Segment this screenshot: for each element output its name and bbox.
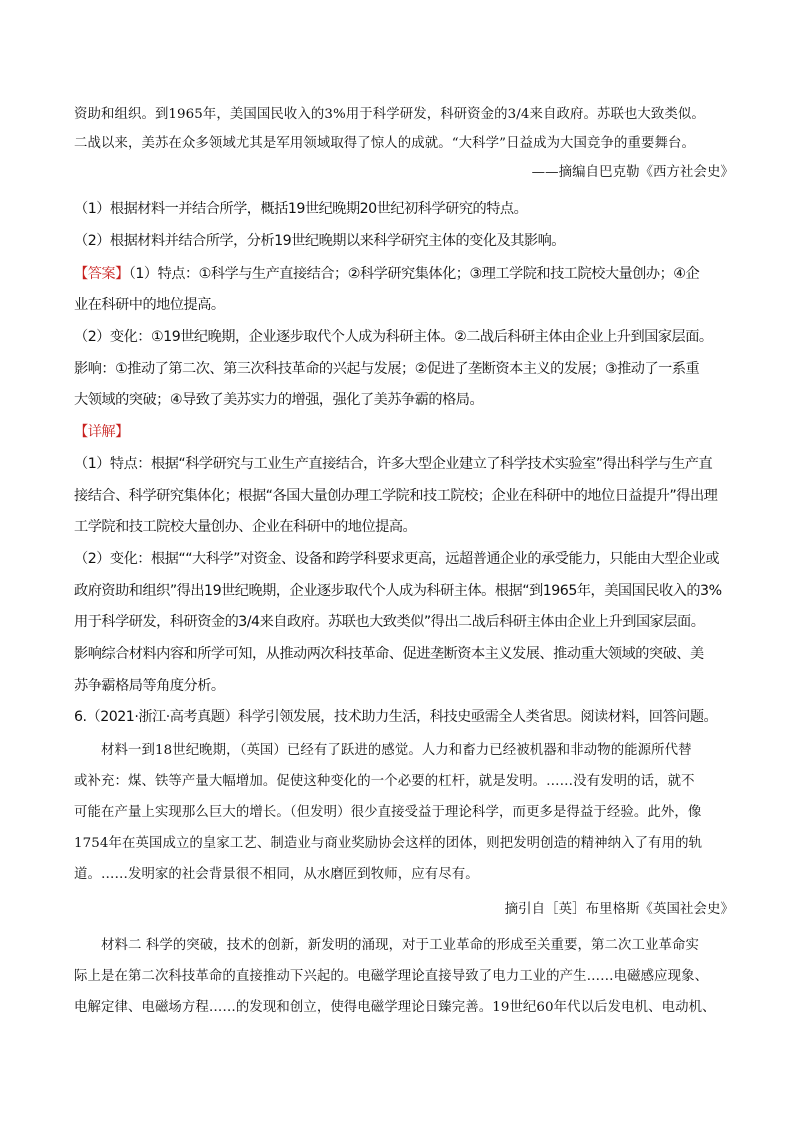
answer-line [74,263,734,283]
question-1: （1）根据材料一并结合所学，概括19世纪晚期20世纪初科学研究的特点。 [74,201,528,217]
answer-label: 【答案】 [74,266,129,282]
explanation-text-line: 政府资助和组织”得出19世纪晚期，企业逐步取代个人成为科研主体。根据“到1965年，美国国民收入的3% [74,583,722,599]
explanation-text-line: 用于科学研发，科研资金的3/4来自政府。苏联也大致类似”得出二战后科研主体由企业上升到国家层面。 [74,614,705,630]
material-1-line: 或补充：煤、铁等产量大幅增加。促使这种变化的一个必要的杠杆，就是发明。……没有发明的话，就不 [74,774,695,789]
material-1-line: 可能在产量上实现那么巨大的增长。（但发明）很少直接受益于理论科学，而更多是得益于经验。此外，像 [74,805,702,820]
answer-text-line: 业在科研中的地位提高。 [74,297,225,313]
material-2-line: 际上是在第二次科技革命的直接推动下兴起的。电磁学理论直接导致了电力工业的产生……电磁感应现象、 [74,969,709,984]
material-1-line: 1754年在英国成立的皇家工艺、制造业与商业奖励协会这样的团体，则把发明创造的精神纳入了有用的轨 [74,836,703,851]
explanation-text-line: 工学院和技工院校大量创办、企业在科研中的地位提高。 [74,519,417,535]
question-6-heading: 6.（2021·浙江·高考真题）科学引领发展，技术助力生活，科技史亟需全人类省思。阅读材料，回答问题。 [74,709,718,725]
material-1-line: 材料一到18世纪晚期，（英国）已经有了跃进的感觉。人力和畜力已经被机器和非动物的能源所代替 [101,743,692,758]
answer-text-line: 影响：①推动了第二次、第三次科技革命的兴起与发展；②促进了垄断资本主义的发展；③推动了一系重 [74,361,700,377]
answer-text: （1）特点：①科学与生产直接结合；②科学研究集体化；③理工学院和技工院校大量创办；④企 [128,266,700,282]
material-1-source: 摘引自［英］布里格斯《英国社会史》 [504,902,734,917]
explanation-text-line: （2）变化：根据““大科学”对资金、设备和跨学科要求更高，远超普通企业的承受能力，只能由大型企业或 [74,551,720,567]
material-2-line: 材料二 科学的突破，技术的创新，新发明的涌现，对于工业革命的形成至关重要，第二次工业革命实 [101,938,699,953]
material-2-line: 电解定律、电磁场方程……的发现和创立，使得电磁学理论日臻完善。19世纪60年代以后发电机、电动机、 [74,1000,716,1015]
explanation-text-line: 接结合、科学研究集体化；根据“各国大量创办理工学院和技工院校；企业在科研中的地位日益提升”得出理 [74,488,718,504]
question-2: （2）根据材料并结合所学，分析19世纪晚期以来科学研究主体的变化及其影响。 [74,233,565,249]
answer-text-line: 大领域的突破；④导致了美苏实力的增强，强化了美苏争霸的格局。 [74,392,484,408]
answer-text-line: （2）变化：①19世纪晚期，企业逐步取代个人成为科研主体。②二战后科研主体由企业上升到国家层面。 [74,329,713,345]
material-text-line: 资助和组织。到1965年，美国国民收入的3%用于科学研发，科研资金的3/4来自政府。苏联也大致类似。 [74,107,705,122]
explanation-label: 【详解】 [74,424,129,440]
material-1-line: 道。……发明家的社会背景很不相同，从水磨匠到牧师，应有尽有。 [74,867,479,882]
material-source: ——摘编自巴克勒《西方社会史》 [531,165,734,180]
explanation-text-line: 影响综合材料内容和所学可知，从推动两次科技革命、促进垄断资本主义发展、推动重大领域的突破、美 [74,646,704,662]
explanation-text-line: 苏争霸格局等角度分析。 [74,678,225,694]
explanation-text-line: （1）特点：根据“科学研究与工业生产直接结合，许多大型企业建立了科学技术实验室”得出科学与生产直 [74,456,713,472]
material-text-line: 二战以来，美苏在众多领域尤其是军用领域取得了惊人的成就。“大科学”日益成为大国竞争的重要舞台。 [74,136,695,151]
